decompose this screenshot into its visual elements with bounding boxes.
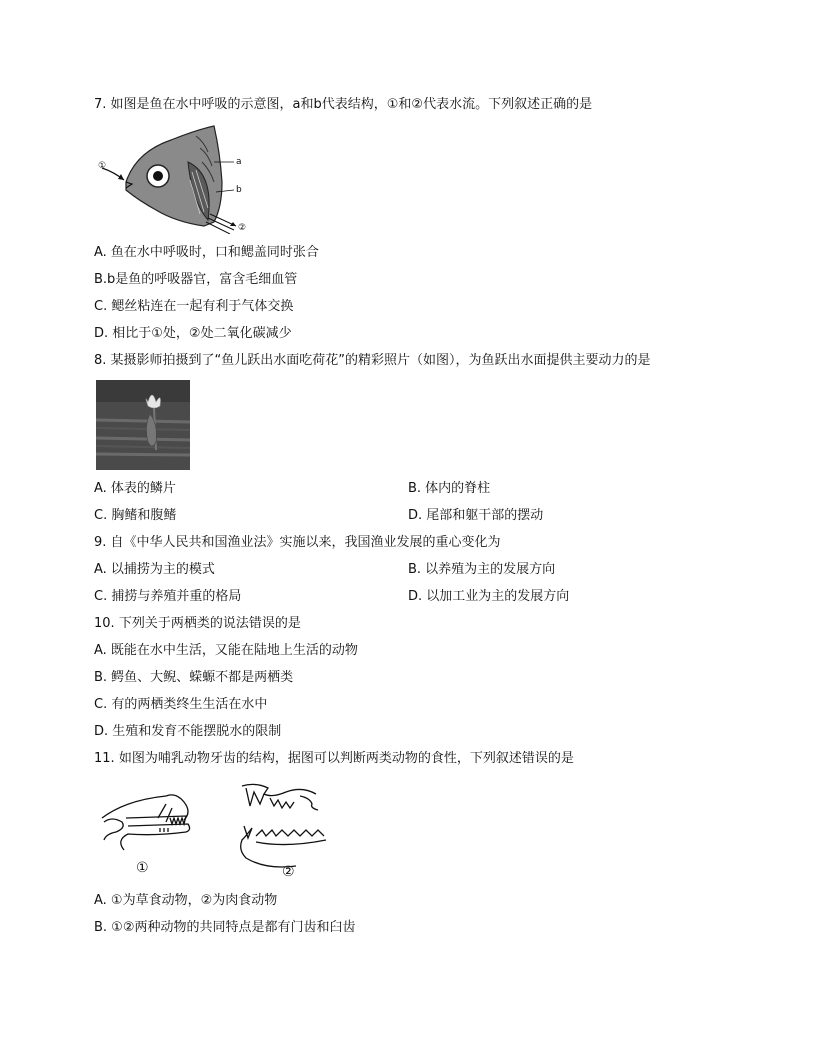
q9-option-b[interactable]: B. 以养殖为主的发展方向 (408, 562, 556, 577)
question-10-text: 下列关于两栖类的说法错误的是 (118, 616, 301, 631)
herbivore-skull (102, 795, 190, 850)
question-8-stem (94, 353, 651, 369)
q10-option-c[interactable]: C. 有的两栖类终生生活在水中 (94, 697, 268, 712)
q8-option-d[interactable]: D. 尾部和躯干部的摆动 (408, 508, 544, 523)
label-flow-2: ② (238, 223, 247, 233)
carnivore-skull (241, 784, 326, 867)
mammal-teeth-figure (96, 778, 356, 882)
q10-option-b[interactable]: B. 鳄鱼、大鲵、蝾螈不都是两栖类 (94, 670, 294, 685)
label-skull-2: ② (282, 864, 295, 880)
q8-option-a[interactable]: A. 体表的鳞片 (94, 481, 176, 496)
q9-option-a[interactable]: A. 以捕捞为主的模式 (94, 562, 215, 577)
q7-option-b[interactable]: B.b是鱼的呼吸器官，富含毛细血管 (94, 272, 298, 287)
question-9-text: 自《中华人民共和国渔业法》实施以来，我国渔业发展的重心变化为 (110, 535, 501, 550)
fish-breathing-figure (96, 122, 256, 234)
question-11-stem (94, 751, 574, 767)
q10-option-a[interactable]: A. 既能在水中生活，又能在陆地上生活的动物 (94, 643, 358, 658)
label-b: b (236, 185, 242, 195)
q7-option-a[interactable]: A. 鱼在水中呼吸时，口和鳃盖同时张合 (94, 245, 319, 260)
q7-option-d[interactable]: D. 相比于①处，②处二氧化碳减少 (94, 326, 292, 341)
q8-option-c[interactable]: C. 胸鳍和腹鳍 (94, 508, 177, 523)
q11-option-b[interactable]: B. ①②两种动物的共同特点是都有门齿和臼齿 (94, 920, 356, 935)
fish-lotus-photo (96, 380, 190, 470)
q9-option-c[interactable]: C. 捕捞与养殖并重的格局 (94, 589, 242, 604)
question-8-text: 某摄影师拍摄到了“鱼儿跃出水面吃荷花”的精彩照片（如图），为鱼跃出水面提供主要动力的是 (110, 353, 651, 368)
question-10-number: 10. (94, 616, 115, 631)
question-10-stem (94, 616, 301, 632)
question-9-stem (94, 535, 501, 551)
question-7-text: 如图是鱼在水中呼吸的示意图，a和b代表结构，①和②代表水流。下列叙述正确的是 (110, 97, 593, 112)
label-a: a (236, 157, 242, 167)
q11-option-a[interactable]: A. ①为草食动物，②为肉食动物 (94, 893, 278, 908)
fish-head-illustration (96, 122, 256, 234)
q9-option-d[interactable]: D. 以加工业为主的发展方向 (408, 589, 570, 604)
question-11-text: 如图为哺乳动物牙齿的结构，据图可以判断两类动物的食性，下列叙述错误的是 (118, 751, 574, 766)
q7-option-c[interactable]: C. 鳃丝粘连在一起有利于气体交换 (94, 299, 294, 314)
teeth-line-drawing (96, 778, 356, 882)
q10-option-d[interactable]: D. 生殖和发育不能摆脱水的限制 (94, 724, 282, 739)
question-9-number: 9. (94, 535, 107, 550)
label-skull-1: ① (136, 860, 149, 876)
label-flow-1: ① (98, 161, 107, 171)
fish-jumping-photo (96, 380, 190, 470)
question-7-stem (94, 97, 592, 113)
question-11-number: 11. (94, 751, 115, 766)
q8-option-b[interactable]: B. 体内的脊柱 (408, 481, 491, 496)
question-7-number: 7. (94, 97, 107, 112)
question-8-number: 8. (94, 353, 107, 368)
